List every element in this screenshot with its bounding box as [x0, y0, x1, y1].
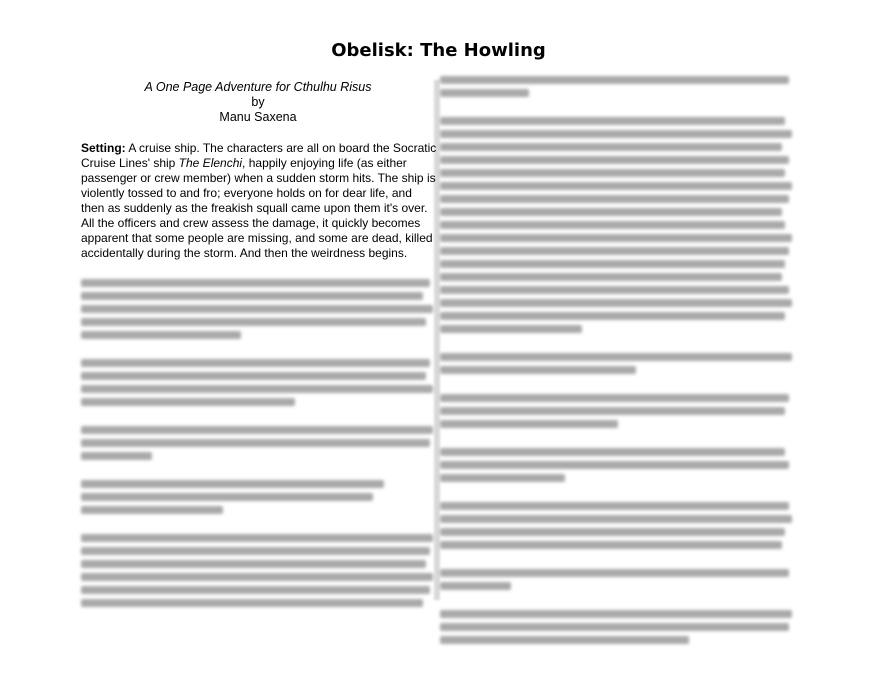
blurred-paragraph: [440, 610, 796, 644]
blurred-paragraph: [440, 502, 796, 549]
blurred-paragraph: [81, 359, 437, 406]
blurred-paragraph: [440, 394, 796, 428]
blurred-text-right: [440, 76, 796, 644]
blurred-paragraph: [440, 117, 796, 333]
blurred-paragraph: [440, 569, 796, 590]
right-column: [440, 76, 796, 664]
document-title: Obelisk: The Howling: [331, 40, 546, 61]
author-name: Manu Saxena: [219, 110, 297, 124]
blurred-paragraph: [81, 480, 437, 514]
setting-paragraph: [81, 141, 437, 261]
subtitle-block: [79, 80, 437, 125]
setting-text-part-2: , happily enjoying life (as either passenger or crew member) when a sudden storm hits. The ship is violently tossed to and fro; everyone holds on for dear life, and then as suddenly as the freakish squall came upon them it's over. All the officers and crew assess the damage, it quickly becomes apparent that some people are missing, and some are dead, killed accidentally during the storm. And then the weirdness begins.: [81, 156, 436, 260]
blurred-paragraph: [81, 534, 437, 607]
blurred-paragraph: [440, 448, 796, 482]
left-column: [81, 80, 437, 627]
blurred-paragraph: [440, 353, 796, 374]
blurred-text-left: [81, 279, 437, 607]
blurred-paragraph: [440, 76, 796, 97]
ship-name: The Elenchi: [178, 156, 243, 170]
blurred-paragraph: [81, 279, 437, 339]
setting-text-part-1: A cruise ship. The characters are all on board the Socratic Cruise Lines' ship: [81, 141, 437, 170]
setting-label: Setting:: [81, 141, 126, 155]
blurred-paragraph: [81, 426, 437, 460]
subtitle-line: A One Page Adventure for Cthulhu Risus: [144, 80, 372, 94]
byline: by: [251, 95, 265, 109]
